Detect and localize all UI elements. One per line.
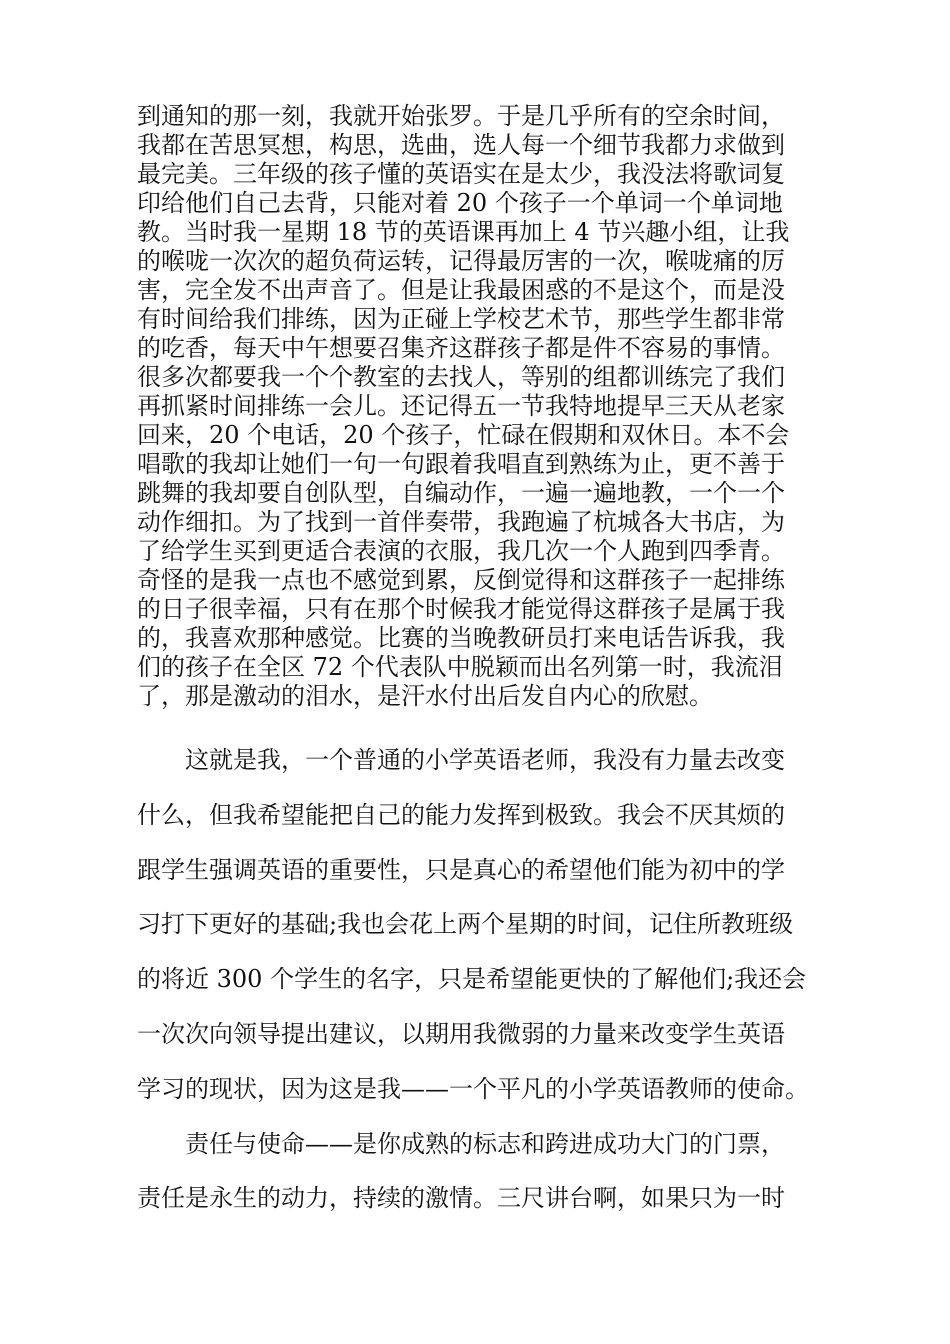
text-line: 回来，20 个电话，20 个孩子，忙碌在假期和双休日。本不会 [137,421,790,449]
paragraph-rehearsal-story [137,102,837,711]
text-line: 的将近 300 个学生的名字，只是希望能更快的了解他们;我还会 [137,965,807,994]
text-line: 最完美。三年级的孩子懂的英语实在是太少，我没法将歌词复 [137,160,785,188]
text-line: 学习的现状，因为这是我——一个平凡的小学英语教师的使命。 [137,1074,809,1103]
text-line: 有时间给我们排练，因为正碰上学校艺术节，那些学生都非常 [137,305,785,333]
text-line: 的喉咙一次次的超负荷运转，记得最厉害的一次，喉咙痛的厉 [137,247,785,275]
text-line: 跳舞的我却要自创队型，自编动作，一遍一遍地教，一个一个 [137,479,785,507]
document-body [137,102,837,1226]
text-line: 很多次都要我一个个教室的去找人，等别的组都训练完了我们 [137,363,785,391]
text-line: 的，我喜欢那种感觉。比赛的当晚教研员打来电话告诉我，我 [137,624,785,652]
paragraph-teacher-mission [137,733,837,1117]
text-line: 害，完全发不出声音了。但是让我最困惑的不是这个，而是没 [137,276,785,304]
paragraph-responsibility [137,1117,837,1227]
text-line: 的吃香，每天中午想要召集齐这群孩子都是件不容易的事情。 [137,334,785,362]
text-line: 了，那是激动的泪水，是汗水付出后发自内心的欣慰。 [137,682,713,710]
text-line: 一次次向领导提出建议，以期用我微弱的力量来改变学生英语 [137,1019,785,1048]
text-line: 教。当时我一星期 18 节的英语课再加上 4 节兴趣小组，让我 [137,218,790,246]
text-line: 动作细扣。为了找到一首伴奏带，我跑遍了杭城各大书店，为 [137,508,785,536]
text-line: 责任与使命——是你成熟的标志和跨进成功大门的门票， [137,1129,785,1158]
text-line: 唱歌的我却让她们一句一句跟着我唱直到熟练为止，更不善于 [137,450,785,478]
text-line: 跟学生强调英语的重要性，只是真心的希望他们能为初中的学 [137,855,785,884]
text-line: 这就是我，一个普通的小学英语老师，我没有力量去改变 [137,746,785,774]
text-line: 我都在苦思冥想，构思，选曲，选人每一个细节我都力求做到 [137,131,785,159]
text-line: 习打下更好的基础;我也会花上两个星期的时间，记住所教班级 [137,910,794,939]
text-line: 责任是永生的动力，持续的激情。三尺讲台啊，如果只为一时 [137,1184,785,1213]
text-line: 的日子很幸福，只有在那个时候我才能觉得这群孩子是属于我 [137,595,785,623]
text-line: 奇怪的是我一点也不感觉到累，反倒觉得和这群孩子一起排练 [137,566,785,594]
text-line: 们的孩子在全区 72 个代表队中脱颖而出名列第一时，我流泪 [137,653,783,681]
text-line: 什么，但我希望能把自己的能力发挥到极致。我会不厌其烦的 [137,800,785,829]
text-line: 印给他们自己去背，只能对着 20 个孩子一个单词一个单词地 [137,189,783,217]
text-line: 再抓紧时间排练一会儿。还记得五一节我特地提早三天从老家 [137,392,785,420]
text-line: 了给学生买到更适合表演的衣服，我几次一个人跑到四季青。 [137,537,785,565]
text-line: 到通知的那一刻，我就开始张罗。于是几乎所有的空余时间， [137,102,785,130]
